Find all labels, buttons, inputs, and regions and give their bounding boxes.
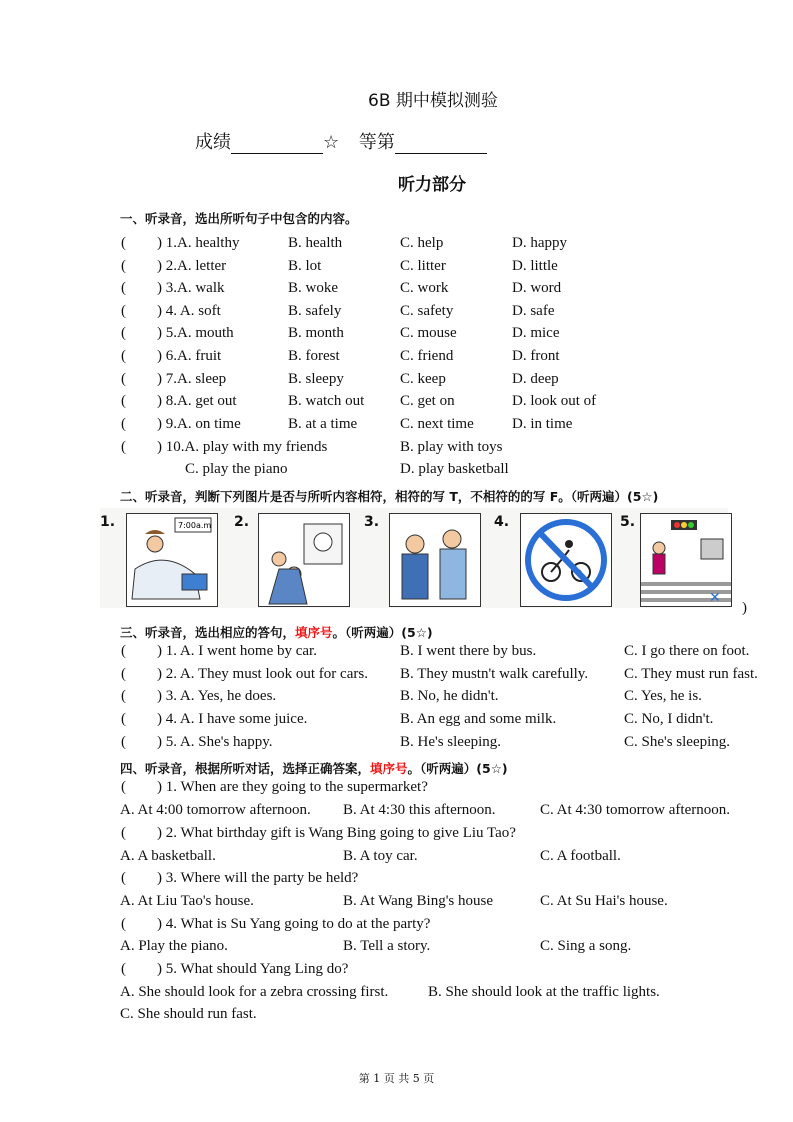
option-c: C. play the piano [185,461,288,477]
answer-paren: ( [121,711,126,728]
option-c: C. They must run fast. [624,665,758,682]
heading-text: 。（听两遍）(5☆) [332,625,433,640]
option-c: C. help [400,235,444,251]
q2-question [0,825,793,847]
option-d: D. play basketball [400,461,509,477]
answer-paren: ( [121,302,126,319]
option-b: B. sleepy [288,370,344,387]
picture-5-crossing [640,513,732,607]
option-c: C. She should run fast. [120,1006,257,1022]
q4-options [0,938,793,960]
option-d: D. in time [512,415,573,432]
picture-number: 4. [494,514,510,530]
answer-paren: ( [121,235,126,251]
option-c: C. keep [400,370,446,387]
q3-question [0,870,793,892]
option-a: A. She should look for a zebra crossing first. [120,984,389,1000]
section1-item [0,325,793,347]
section1-item [0,235,793,257]
heading-text: 。（听两遍）(5☆) [407,761,508,776]
section2-heading: 二、听录音，判断下列图片是否与所听内容相符，相符的写 T，不相符的的写 F。（听两遍）(5☆) [120,489,659,504]
option-b: B. safely [288,302,342,319]
q4-question [0,916,793,938]
score-line [195,128,487,154]
option-a: ) 10.A. play with my friends [157,439,328,455]
section1-heading: 一、听录音，选出所听句子中包含的内容。 [120,211,358,226]
section1-item-10 [0,439,793,461]
option-d: D. deep [512,370,559,387]
option-b: B. I went there by bus. [400,643,537,659]
option-d: D. look out of [512,393,597,410]
option-c: C. safety [400,302,454,319]
option-b: B. At 4:30 this afternoon. [343,802,496,818]
option-b: B. play with toys [400,439,503,455]
option-a: ) 4. A. I have some juice. [157,711,308,728]
svg-text:✕: ✕ [709,590,721,606]
option-d: D. front [512,348,560,364]
option-a: ) 1.A. healthy [157,235,240,251]
answer-paren: ( [121,870,126,886]
option-a: A. At Liu Tao's house. [120,893,254,909]
answer-paren: ( [121,916,126,932]
section4-heading [120,759,508,777]
answer-paren: ( [121,370,126,387]
option-c: C. mouse [400,325,457,342]
option-a: ) 5. A. She's happy. [157,733,273,750]
option-a: ) 7.A. sleep [157,370,227,387]
option-c: C. friend [400,348,454,364]
option-d: D. little [512,257,558,274]
answer-paren: ( [121,257,126,274]
answer-paren: ( [121,961,126,977]
picture-1-wake-up [126,513,218,607]
picture-3-two-people [389,513,481,607]
answer-paren: ( [121,348,126,364]
section3-item [0,711,793,733]
page-footer: 第 1 页 共 5 页 [358,1072,435,1085]
option-a: ) 3.A. walk [157,280,225,297]
picture-number: 1. [100,514,116,530]
grade-label: 等第 [358,132,395,153]
q5-options [0,984,793,1006]
option-b: B. Tell a story. [343,938,431,954]
option-c: C. get on [400,393,455,410]
section1-item [0,303,793,325]
option-c: C. At 4:30 tomorrow afternoon. [540,802,730,818]
option-a: A. At 4:00 tomorrow afternoon. [120,802,311,818]
option-c: C. next time [400,415,474,432]
option-b: B. watch out [288,393,365,410]
section1-item [0,348,793,370]
option-b: B. month [288,325,344,342]
answer-paren: ( [121,325,126,342]
trailing-paren: ) [742,600,747,616]
q5-option-c [0,1006,793,1028]
option-a: ) 2. A. They must look out for cars. [157,665,368,682]
picture-number: 3. [364,514,380,530]
option-a: ) 5.A. mouth [157,325,234,342]
picture-2-classroom [258,513,350,607]
heading-text: 三、听录音，选出相应的答句， [120,625,296,640]
option-b: B. They mustn't walk carefully. [400,665,589,682]
section3-item [0,666,793,688]
option-c: C. She's sleeping. [624,733,731,750]
answer-paren: ( [121,415,126,432]
option-a: ) 1. A. I went home by car. [157,643,317,659]
option-b: B. woke [288,280,338,297]
option-a: A. A basketball. [120,848,216,864]
option-c: C. I go there on foot. [624,643,750,659]
option-c: C. At Su Hai's house. [540,893,668,909]
answer-paren: ( [121,665,126,682]
answer-paren: ( [121,439,126,455]
option-a: ) 4. A. soft [157,302,221,319]
answer-paren: ( [121,643,126,659]
option-a: ) 9.A. on time [157,415,241,432]
option-b: B. She should look at the traffic lights. [428,984,660,1000]
option-b: B. At Wang Bing's house [343,893,493,909]
option-b: B. No, he didn't. [400,688,499,705]
answer-paren: ( [121,733,126,750]
grade-blank [395,135,487,154]
score-blank [231,135,323,154]
picture-4-no-cycling-sign [520,513,612,607]
option-d: D. safe [512,302,555,319]
score-label: 成绩 [195,132,231,153]
section1-item [0,258,793,280]
option-b: B. health [288,235,343,251]
option-d: D. mice [512,325,560,342]
question-text: ) 1. When are they going to the supermarket? [157,779,428,795]
question-text: ) 2. What birthday gift is Wang Bing going to give Liu Tao? [157,825,516,841]
q5-question [0,961,793,983]
option-b: B. A toy car. [343,848,418,864]
section3-item [0,734,793,756]
picture-strip [100,508,728,608]
option-c: C. Yes, he is. [624,688,702,705]
answer-paren: ( [121,393,126,410]
q1-question [0,779,793,801]
clock-text: 7:00a.m [178,521,212,530]
option-c: C. litter [400,257,446,274]
question-text: ) 3. Where will the party be held? [157,870,359,886]
question-text: ) 4. What is Su Yang going to do at the party? [157,916,431,932]
heading-highlight: 填序号 [370,761,408,776]
option-a: ) 6.A. fruit [157,348,222,364]
option-b: B. at a time [288,415,358,432]
section-subtitle: 听力部分 [398,175,466,195]
answer-paren: ( [121,779,126,795]
section1-item [0,371,793,393]
option-d: D. word [512,280,562,297]
option-b: B. An egg and some milk. [400,711,557,728]
heading-highlight: 填序号 [295,625,333,640]
page-title: 6B 期中模拟测验 [368,91,498,111]
option-a: A. Play the piano. [120,938,228,954]
q1-options [0,802,793,824]
section1-item [0,393,793,415]
option-d: D. happy [512,235,567,251]
section1-item-10-cont [0,461,793,483]
answer-paren: ( [121,688,126,705]
option-b: B. lot [288,257,322,274]
star-icon: ☆ [323,132,340,153]
option-a: ) 3. A. Yes, he does. [157,688,277,705]
option-b: B. forest [288,348,340,364]
section3-item [0,643,793,665]
option-c: C. A football. [540,848,621,864]
option-a: ) 8.A. get out [157,393,237,410]
section1-item [0,280,793,302]
answer-paren: ( [121,825,126,841]
section3-item [0,688,793,710]
option-b: B. He's sleeping. [400,733,502,750]
answer-paren: ( [121,280,126,297]
option-a: ) 2.A. letter [157,257,227,274]
option-c: C. work [400,280,449,297]
q3-options [0,893,793,915]
section3-heading [120,623,433,641]
q2-options [0,848,793,870]
heading-text: 四、听录音，根据所听对话，选择正确答案， [120,761,371,776]
option-c: C. No, I didn't. [624,711,714,728]
picture-number: 5. [620,514,636,530]
option-c: C. Sing a song. [540,938,632,954]
section1-item [0,416,793,438]
question-text: ) 5. What should Yang Ling do? [157,961,349,977]
picture-number: 2. [234,514,250,530]
